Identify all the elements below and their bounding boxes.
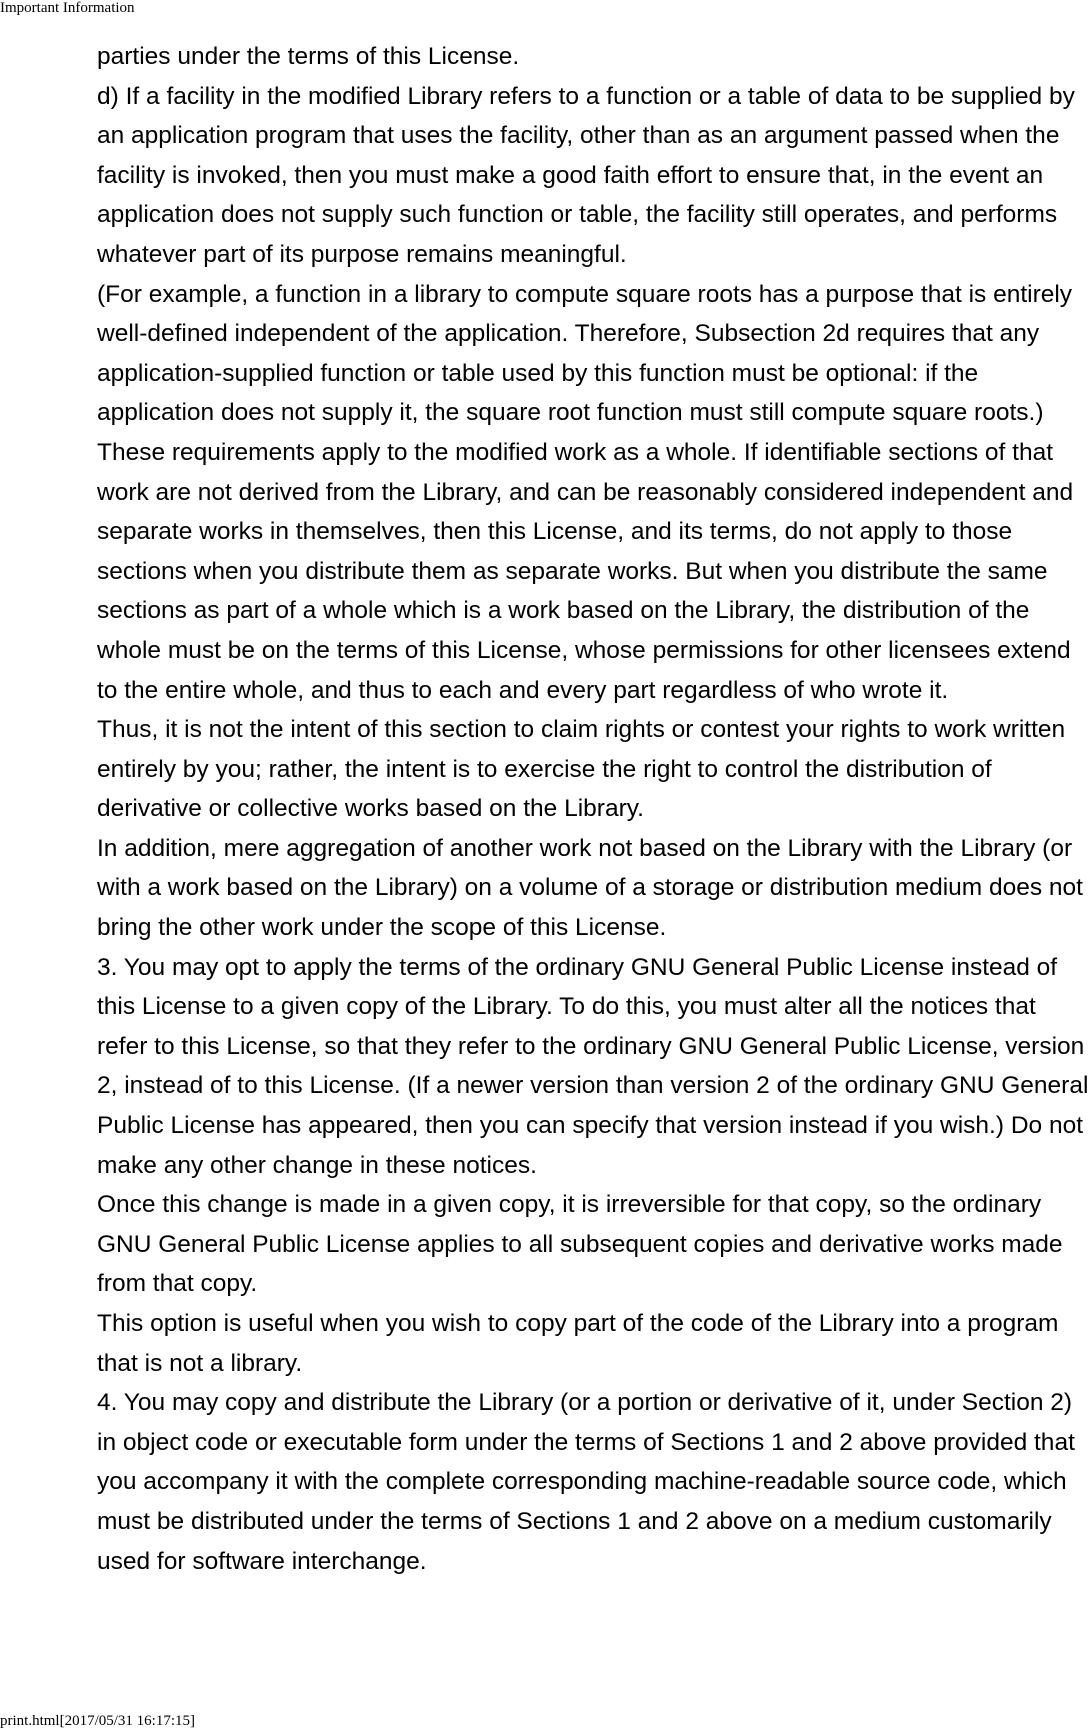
page-header-title: Important Information <box>0 0 135 16</box>
paragraph: d) If a facility in the modified Library refers to a function or a table of data to be supplied by an application program that uses the facility, other than as an argument passed when the facility is invoked, then you must make a good faith effort to ensure that, in the event an application does not supply such function or table, the facility still operates, and performs whatever part of its purpose remains meaningful. <box>97 82 1075 268</box>
paragraph: 4. You may copy and distribute the Library (or a portion or derivative of it, under Section 2) in object code or executable form under the terms of Sections 1 and 2 above provided that you accompany it with the complete corresponding machine-readable source code, which must be distributed under the terms of Sections 1 and 2 above on a medium customarily used for software interchange. <box>97 1389 1075 1575</box>
paragraph: These requirements apply to the modified work as a whole. If identifiable sections of that work are not derived from the Library, and can be reasonably considered independent and separate works in themselves, then this License, and its terms, do not apply to those sections when you distribute them as separate works. But when you distribute the same sections as part of a whole which is a work based on the Library, the distribution of the whole must be on the terms of this License, whose permissions for other licensees extend to the entire whole, and thus to each and every part regardless of who wrote it. <box>97 438 1074 704</box>
paragraph: parties under the terms of this License. <box>97 43 520 70</box>
page-footer-source: print.html[2017/05/31 16:17:15] <box>0 1713 195 1729</box>
paragraph: Once this change is made in a given copy, it is irreversible for that copy, so the ordinary GNU General Public License applies to all subsequent copies and derivative works made from that copy. <box>97 1191 1063 1298</box>
paragraph: (For example, a function in a library to compute square roots has a purpose that is entirely well-defined independent of the application. Therefore, Subsection 2d requires that any application-supplied function or table used by this function must be optional: if the application does not supply it, the square root function must still compute square roots.) <box>97 280 1073 427</box>
paragraph: This option is useful when you wish to copy part of the code of the Library into a program that is not a library. <box>97 1310 1059 1377</box>
paragraph: In addition, mere aggregation of another work not based on the Library with the Library (or with a work based on the Library) on a volume of a storage or distribution medium does not bring the other work under the scope of this License. <box>97 834 1083 942</box>
document-body <box>97 37 1092 1581</box>
paragraph: Thus, it is not the intent of this section to claim rights or contest your rights to work written entirely by you; rather, the intent is to exercise the right to control the distribution of derivative or collective works based on the Library. <box>97 716 1066 823</box>
paragraph: 3. You may opt to apply the terms of the ordinary GNU General Public License instead of this License to a given copy of the Library. To do this, you must alter all the notices that refer to this License, so that they refer to the ordinary GNU General Public License, version 2, instead of to this License. (If a newer version than version 2 of the ordinary GNU General Public License has appeared, then you can specify that version instead if you wish.) Do not make any other change in these notices. <box>97 953 1089 1179</box>
